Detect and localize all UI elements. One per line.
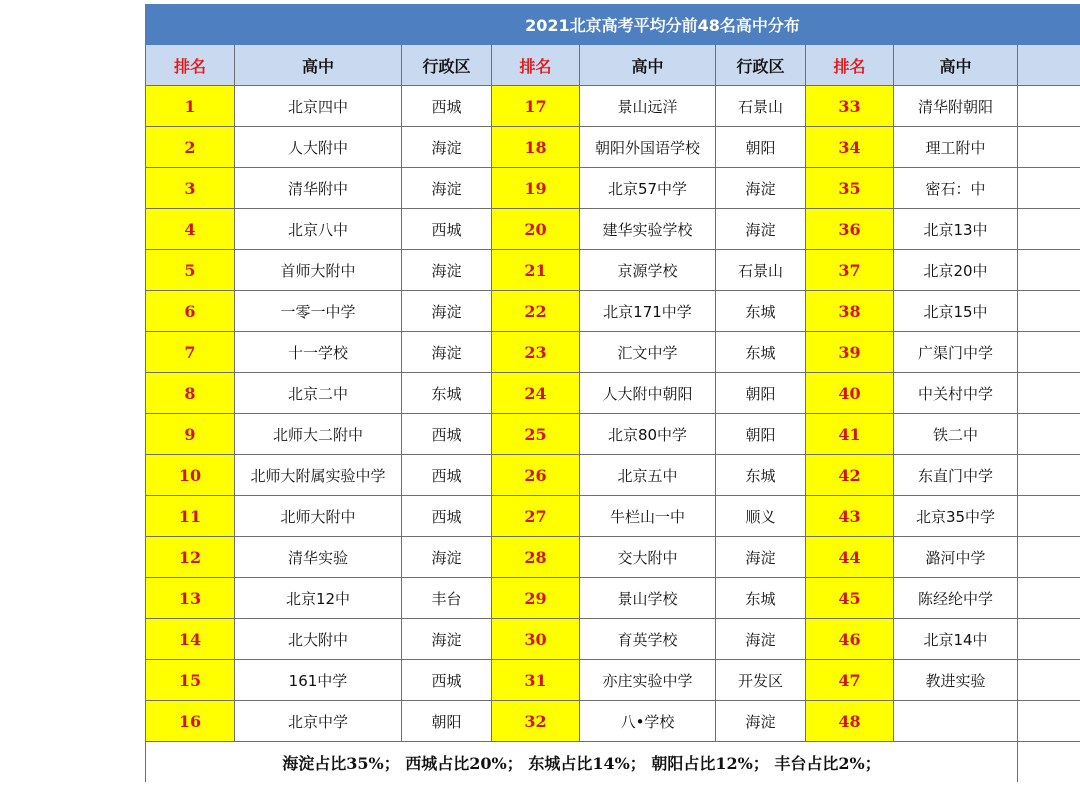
school-cell: 理工附中: [894, 127, 1018, 168]
district-cell: 海淀: [402, 127, 492, 168]
header-district-1: 行政区: [402, 45, 492, 86]
district-cell-cutoff: [1018, 168, 1080, 209]
rank-cell: 5: [146, 250, 235, 291]
rank-cell: 26: [492, 455, 580, 496]
rank-cell: 33: [806, 86, 894, 127]
rank-cell: 1: [146, 86, 235, 127]
school-cell: 北京二中: [235, 373, 402, 414]
rank-cell: 30: [492, 619, 580, 660]
table-row: [146, 660, 1080, 701]
header-district-3-cutoff: [1018, 45, 1080, 86]
school-cell: 中关村中学: [894, 373, 1018, 414]
rank-cell: 38: [806, 291, 894, 332]
district-share-summary: 海淀占比35%； 西城占比20%； 东城占比14%； 朝阳占比12%； 丰台占比2%；: [146, 742, 1018, 783]
district-cell-cutoff: [1018, 455, 1080, 496]
ranking-table: [145, 4, 1080, 782]
school-cell: 京源学校: [580, 250, 716, 291]
school-cell: 十一学校: [235, 332, 402, 373]
rank-cell: 45: [806, 578, 894, 619]
school-cell: 北京15中: [894, 291, 1018, 332]
rank-cell: 34: [806, 127, 894, 168]
school-cell: 北京80中学: [580, 414, 716, 455]
spreadsheet-table-container: [145, 4, 1080, 782]
school-cell: 北京八中: [235, 209, 402, 250]
school-cell: 北京12中: [235, 578, 402, 619]
school-cell: 北京171中学: [580, 291, 716, 332]
school-cell: 清华附中: [235, 168, 402, 209]
district-cell-cutoff: [1018, 86, 1080, 127]
rank-cell: 24: [492, 373, 580, 414]
rank-cell: 17: [492, 86, 580, 127]
rank-cell: 21: [492, 250, 580, 291]
district-cell: 海淀: [716, 537, 806, 578]
rank-cell: 27: [492, 496, 580, 537]
rank-cell: 18: [492, 127, 580, 168]
header-rank-1: 排名: [146, 45, 235, 86]
district-cell: 海淀: [716, 619, 806, 660]
district-cell: 西城: [402, 455, 492, 496]
rank-cell: 29: [492, 578, 580, 619]
school-cell: 清华附朝阳: [894, 86, 1018, 127]
table-row: [146, 578, 1080, 619]
rank-cell: 3: [146, 168, 235, 209]
table-row: [146, 291, 1080, 332]
rank-cell: 48: [806, 701, 894, 742]
school-cell: 北京20中: [894, 250, 1018, 291]
district-cell: 海淀: [402, 291, 492, 332]
district-cell: 朝阳: [402, 701, 492, 742]
district-cell: 丰台: [402, 578, 492, 619]
school-cell: 陈经纶中学: [894, 578, 1018, 619]
district-cell: 东城: [716, 291, 806, 332]
district-cell: 西城: [402, 209, 492, 250]
rank-cell: 43: [806, 496, 894, 537]
district-cell: 东城: [716, 332, 806, 373]
rank-cell: 39: [806, 332, 894, 373]
rank-cell: 36: [806, 209, 894, 250]
school-cell: 育英学校: [580, 619, 716, 660]
school-cell: 铁二中: [894, 414, 1018, 455]
rank-cell: 15: [146, 660, 235, 701]
district-cell: 石景山: [716, 250, 806, 291]
district-cell: 东城: [716, 578, 806, 619]
district-cell: 海淀: [716, 701, 806, 742]
school-cell: 北京中学: [235, 701, 402, 742]
table-row: [146, 209, 1080, 250]
rank-cell: 4: [146, 209, 235, 250]
rank-cell: 41: [806, 414, 894, 455]
district-cell: 海淀: [402, 537, 492, 578]
header-school-1: 高中: [235, 45, 402, 86]
school-cell: 人大附中朝阳: [580, 373, 716, 414]
district-cell-cutoff: [1018, 414, 1080, 455]
header-rank-3: 排名: [806, 45, 894, 86]
school-cell: 北京14中: [894, 619, 1018, 660]
rank-cell: 2: [146, 127, 235, 168]
table-row: [146, 373, 1080, 414]
header-school-2: 高中: [580, 45, 716, 86]
rank-cell: 10: [146, 455, 235, 496]
table-row: [146, 701, 1080, 742]
district-cell-cutoff: [1018, 373, 1080, 414]
header-rank-2: 排名: [492, 45, 580, 86]
rank-cell: 8: [146, 373, 235, 414]
district-cell: 西城: [402, 414, 492, 455]
school-cell: [894, 701, 1018, 742]
school-cell: 亦庄实验中学: [580, 660, 716, 701]
school-cell: 牛栏山一中: [580, 496, 716, 537]
district-cell: 开发区: [716, 660, 806, 701]
rank-cell: 19: [492, 168, 580, 209]
district-cell: 朝阳: [716, 127, 806, 168]
district-cell: 海淀: [402, 619, 492, 660]
school-cell: 教进实验: [894, 660, 1018, 701]
table-row: [146, 127, 1080, 168]
rank-cell: 12: [146, 537, 235, 578]
school-cell: 北师大附中: [235, 496, 402, 537]
school-cell: 清华实验: [235, 537, 402, 578]
header-row: [146, 45, 1080, 86]
rank-cell: 7: [146, 332, 235, 373]
rank-cell: 6: [146, 291, 235, 332]
rank-cell: 9: [146, 414, 235, 455]
district-cell: 海淀: [402, 250, 492, 291]
district-cell: 朝阳: [716, 414, 806, 455]
school-cell: 密石：中: [894, 168, 1018, 209]
district-cell: 西城: [402, 496, 492, 537]
district-cell: 朝阳: [716, 373, 806, 414]
school-cell: 朝阳外国语学校: [580, 127, 716, 168]
rank-cell: 22: [492, 291, 580, 332]
school-cell: 首师大附中: [235, 250, 402, 291]
district-cell: 海淀: [402, 168, 492, 209]
rank-cell: 40: [806, 373, 894, 414]
school-cell: 潞河中学: [894, 537, 1018, 578]
school-cell: 北京35中学: [894, 496, 1018, 537]
table-row: [146, 455, 1080, 496]
district-cell: 海淀: [716, 168, 806, 209]
rank-cell: 37: [806, 250, 894, 291]
table-row: [146, 332, 1080, 373]
rank-cell: 44: [806, 537, 894, 578]
district-cell-cutoff: [1018, 578, 1080, 619]
rank-cell: 11: [146, 496, 235, 537]
district-cell: 东城: [402, 373, 492, 414]
summary-cell-cutoff: [1018, 742, 1080, 783]
table-row: [146, 414, 1080, 455]
district-cell-cutoff: [1018, 537, 1080, 578]
rank-cell: 47: [806, 660, 894, 701]
district-cell: 海淀: [402, 332, 492, 373]
district-cell-cutoff: [1018, 209, 1080, 250]
school-cell: 北京四中: [235, 86, 402, 127]
rank-cell: 20: [492, 209, 580, 250]
school-cell: 北京五中: [580, 455, 716, 496]
school-cell: 建华实验学校: [580, 209, 716, 250]
table-row: [146, 168, 1080, 209]
table-row: [146, 537, 1080, 578]
district-cell-cutoff: [1018, 701, 1080, 742]
district-cell: 顺义: [716, 496, 806, 537]
district-cell-cutoff: [1018, 291, 1080, 332]
school-cell: 汇文中学: [580, 332, 716, 373]
rank-cell: 46: [806, 619, 894, 660]
school-cell: 北京13中: [894, 209, 1018, 250]
school-cell: 人大附中: [235, 127, 402, 168]
title-row: [146, 5, 1080, 45]
district-cell: 海淀: [716, 209, 806, 250]
school-cell: 景山远洋: [580, 86, 716, 127]
rank-cell: 16: [146, 701, 235, 742]
district-cell: 西城: [402, 86, 492, 127]
school-cell: 东直门中学: [894, 455, 1018, 496]
rank-cell: 32: [492, 701, 580, 742]
rank-cell: 31: [492, 660, 580, 701]
district-cell-cutoff: [1018, 619, 1080, 660]
district-cell: 东城: [716, 455, 806, 496]
rank-cell: 42: [806, 455, 894, 496]
school-cell: 八•学校: [580, 701, 716, 742]
rank-cell: 13: [146, 578, 235, 619]
rank-cell: 14: [146, 619, 235, 660]
table-row: [146, 619, 1080, 660]
school-cell: 北京57中学: [580, 168, 716, 209]
district-cell-cutoff: [1018, 660, 1080, 701]
school-cell: 北师大附属实验中学: [235, 455, 402, 496]
school-cell: 交大附中: [580, 537, 716, 578]
district-cell: 西城: [402, 660, 492, 701]
rank-cell: 23: [492, 332, 580, 373]
table-title: 2021北京高考平均分前48名高中分布: [146, 5, 1080, 45]
summary-row: [146, 742, 1080, 783]
school-cell: 北师大二附中: [235, 414, 402, 455]
rank-cell: 35: [806, 168, 894, 209]
district-cell-cutoff: [1018, 127, 1080, 168]
school-cell: 广渠门中学: [894, 332, 1018, 373]
header-school-3: 高中: [894, 45, 1018, 86]
school-cell: 景山学校: [580, 578, 716, 619]
rank-cell: 25: [492, 414, 580, 455]
school-cell: 北大附中: [235, 619, 402, 660]
table-row: [146, 86, 1080, 127]
school-cell: 161中学: [235, 660, 402, 701]
rank-cell: 28: [492, 537, 580, 578]
school-cell: 一零一中学: [235, 291, 402, 332]
district-cell: 石景山: [716, 86, 806, 127]
district-cell-cutoff: [1018, 250, 1080, 291]
district-cell-cutoff: [1018, 332, 1080, 373]
header-district-2: 行政区: [716, 45, 806, 86]
district-cell-cutoff: [1018, 496, 1080, 537]
table-row: [146, 250, 1080, 291]
table-row: [146, 496, 1080, 537]
